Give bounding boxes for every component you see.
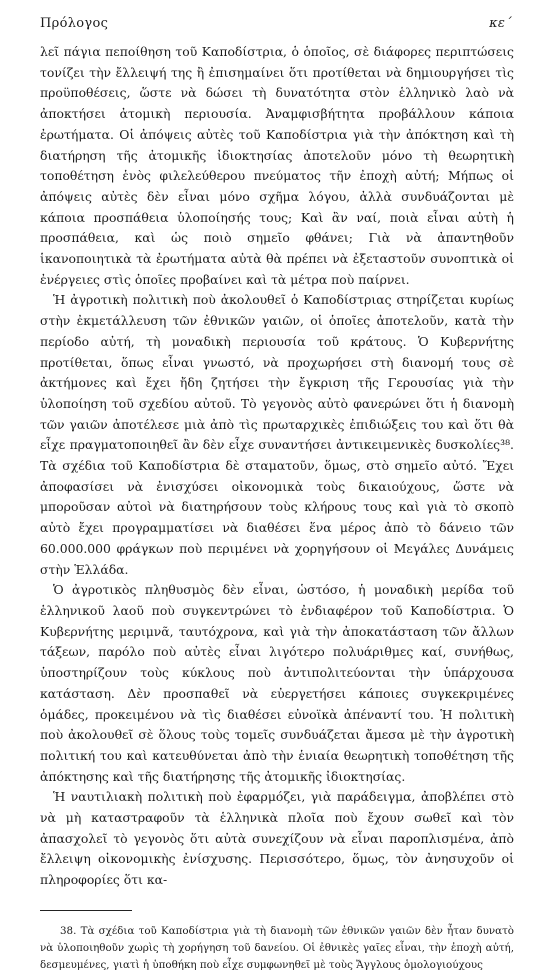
main-text bbox=[40, 42, 514, 891]
paragraph: λεῖ πάγια πεποίθηση τοῦ Καποδίστρια, ὁ ὁποῖος, σὲ διάφορες περιπτώσεις τονίζει τὴν ἔλλειψή της ἢ ἐπισημαίνει ὅτι προτίθεται νὰ δημιουργήσει τὶς προϋποθέσεις, ὥστε νὰ δώσει τὴ δυνατότητα στὸν ἑλληνικὸ λαὸ νὰ ἀποκτήσει ἀτομικὴ περιουσία. Ἀναμφισβήτητα προβάλλουν κάποια ἐρωτήματα. Οἱ ἀπόψεις αὐτὲς τοῦ Καποδίστρια γιὰ τὴν ἀπόκτηση καὶ τὴ διατήρηση τῆς ἀτομικῆς ἰδιοκτησίας ἀποτελοῦν μόνο τὴ θεωρητικὴ τοποθέτηση ἑνὸς φιλελεύθερου πνεύματος τῆν ἐποχὴ αὐτή; Μήπως οἱ ἀπόψεις αὐτὲς δὲν εἶναι μόνο σχῆμα λόγου, ἀλλὰ συνδυάζονται μὲ κάποια προσπάθεια ὑλοποίησής τους; Καὶ ἂν ναί, ποιὰ εἶναι αὐτὴ ἡ προσπάθεια, καὶ ὡς ποιὸ σημεῖο φθάνει; Γιὰ νὰ ἀπαντηθοῦν ἱκανοποιητικὰ τὰ ἐρωτήματα αὐτὰ θὰ πρέπει νὰ ἐξεταστοῦν συνοπτικὰ οἱ ἐνέργειες στὶς ὁποῖες προβαίνει καὶ τὰ μέτρα ποὺ παίρνει. bbox=[40, 44, 514, 287]
page-number: κε΄ bbox=[489, 16, 512, 31]
paragraph: Ἡ ἀγροτικὴ πολιτικὴ ποὺ ἀκολουθεῖ ὁ Καποδίστριας στηρίζεται κυρίως στὴν ἐκμετάλλευση τῶν ἐθνικῶν γαιῶν, οἱ ὁποῖες ἀποτελοῦν, κατὰ τὴν περίοδο αὐτή, τὴ μοναδικὴ περιουσία τοῦ κράτους. Ὁ Κυβερνήτης προτίθεται, ὅπως εἶναι γνωστό, νὰ προχωρήσει στὴ διανομή τους σὲ ἀκτήμονες καὶ ἔχει ἤδη ζητήσει τὴν ἔγκριση τῆς Γερουσίας γιὰ τὴν ὑλοποίηση τοῦ σχεδίου αὐτοῦ. Τὸ γεγονὸς αὐτὸ φανερώνει ὅτι ἡ διανομὴ τῶν γαιῶν ἀποτέλεσε μιὰ ἀπὸ τὶς πρωταρχικὲς ἐπιδιώξεις του καὶ ὅτι θὰ εἶχε πραγματοποιηθεῖ ἂν δὲν εἶχε συναντήσει ἀντικειμενικὲς δυσκολίες³⁸. Τὰ σχέδια τοῦ Καποδίστρια δὲ σταματοῦν, ὅμως, στὸ σημεῖο αὐτό. Ἔχει ἀποφασίσει νὰ ἐνισχύσει οἰκονομικὰ τοὺς δικαιούχους, ὥστε νὰ μποροῦσαν αὐτοὶ νὰ διατηρήσουν τοὺς κλήρους τους καὶ γιὰ τὸ σκοπὸ αὐτὸ ἔχει προγραμματίσει νὰ διαθέσει ἕνα μέρος ἀπὸ τὸ δάνειο τῶν 60.000.000 φράγκων ποὺ περιμένει νὰ χορηγήσουν οἱ Μεγάλες Δυνάμεις στὴν Ἑλλάδα. bbox=[40, 292, 514, 577]
paragraph: Ἡ ναυτιλιακὴ πολιτικὴ ποὺ ἐφαρμόζει, γιὰ παράδειγμα, ἀποβλέπει στὸ νὰ μὴ καταστραφοῦν τὰ ἑλληνικὰ πλοῖα ποὺ ἔχουν σωθεῖ καὶ τὸν ἀπασχολεῖ τὸ γεγονὸς ὅτι αὐτὰ συνεχίζουν νὰ εἶναι παροπλισμένα, ἀπὸ ἔλλειψη οἰκονομικὴς ἐνίσχυσης. Περισσότερο, ὅμως, τὸν ἀνησυχοῦν οἱ πληροφορίες ὅτι κα- bbox=[40, 789, 514, 888]
paragraph: Ὁ ἀγροτικὸς πληθυσμὸς δὲν εἶναι, ὡστόσο, ἡ μοναδικὴ μερίδα τοῦ ἑλληνικοῦ λαοῦ ποὺ συγκεντρώνει τὸ ἐνδιαφέρον τοῦ Καποδίστρια. Ὁ Κυβερνήτης μεριμνᾶ, ταυτόχρονα, καὶ γιὰ τὴν ἀποκατάσταση τῶν ἄλλων τάξεων, παρόλο ποὺ αὐτὲς εἶναι λιγότερο πολυάριθμες καί, συνήθως, ὑποστηρίζουν τοὺς κύκλους ποὺ ἀντιπολιτεύονται τὴν ὑπάρχουσα κατάσταση. Δὲν προσπαθεῖ νὰ εὐεργετήσει κάποιες συγκεκριμένες ὁμάδες, προκειμένου νὰ τὶς διαθέσει εὐνοϊκὰ ἀπέναντί του. Ἡ πολιτικὴ ποὺ ἀκολουθεῖ σὲ ὅλους τοὺς τομεῖς συνδυάζεται ἄμεσα μὲ τὴν ἀγροτικὴ πολιτική του καὶ κατευθύνεται ἀπὸ τὴν ἑνιαία θεωρητικὴ τοποθέτηση τῆς ἀπόκτησης καὶ τῆς διατήρησης τῆς ἀτομικῆς ἰδιοκτησίας. bbox=[40, 582, 514, 784]
running-header bbox=[40, 16, 514, 36]
footnote: 38. Τὰ σχέδια τοῦ Καποδίστρια γιὰ τὴ διανομὴ τῶν ἐθνικῶν γαιῶν δὲν ἦταν δυνατὸ νὰ ὑλοποιηθοῦν χωρὶς τὴ χορήγηση τοῦ δανείου. Οἱ ἐθνικὲς γαῖες εἶναι, τὴν ἐποχὴ αὐτή, δεσμευμένες, γιατὶ ἡ ὑποθήκη ποὺ εἶχε συμφωνηθεῖ μὲ τοὺς Ἄγγλους ὁμολογιούχους bbox=[40, 924, 514, 971]
footnote-separator bbox=[40, 910, 132, 911]
running-title: Πρόλογος bbox=[40, 16, 109, 31]
